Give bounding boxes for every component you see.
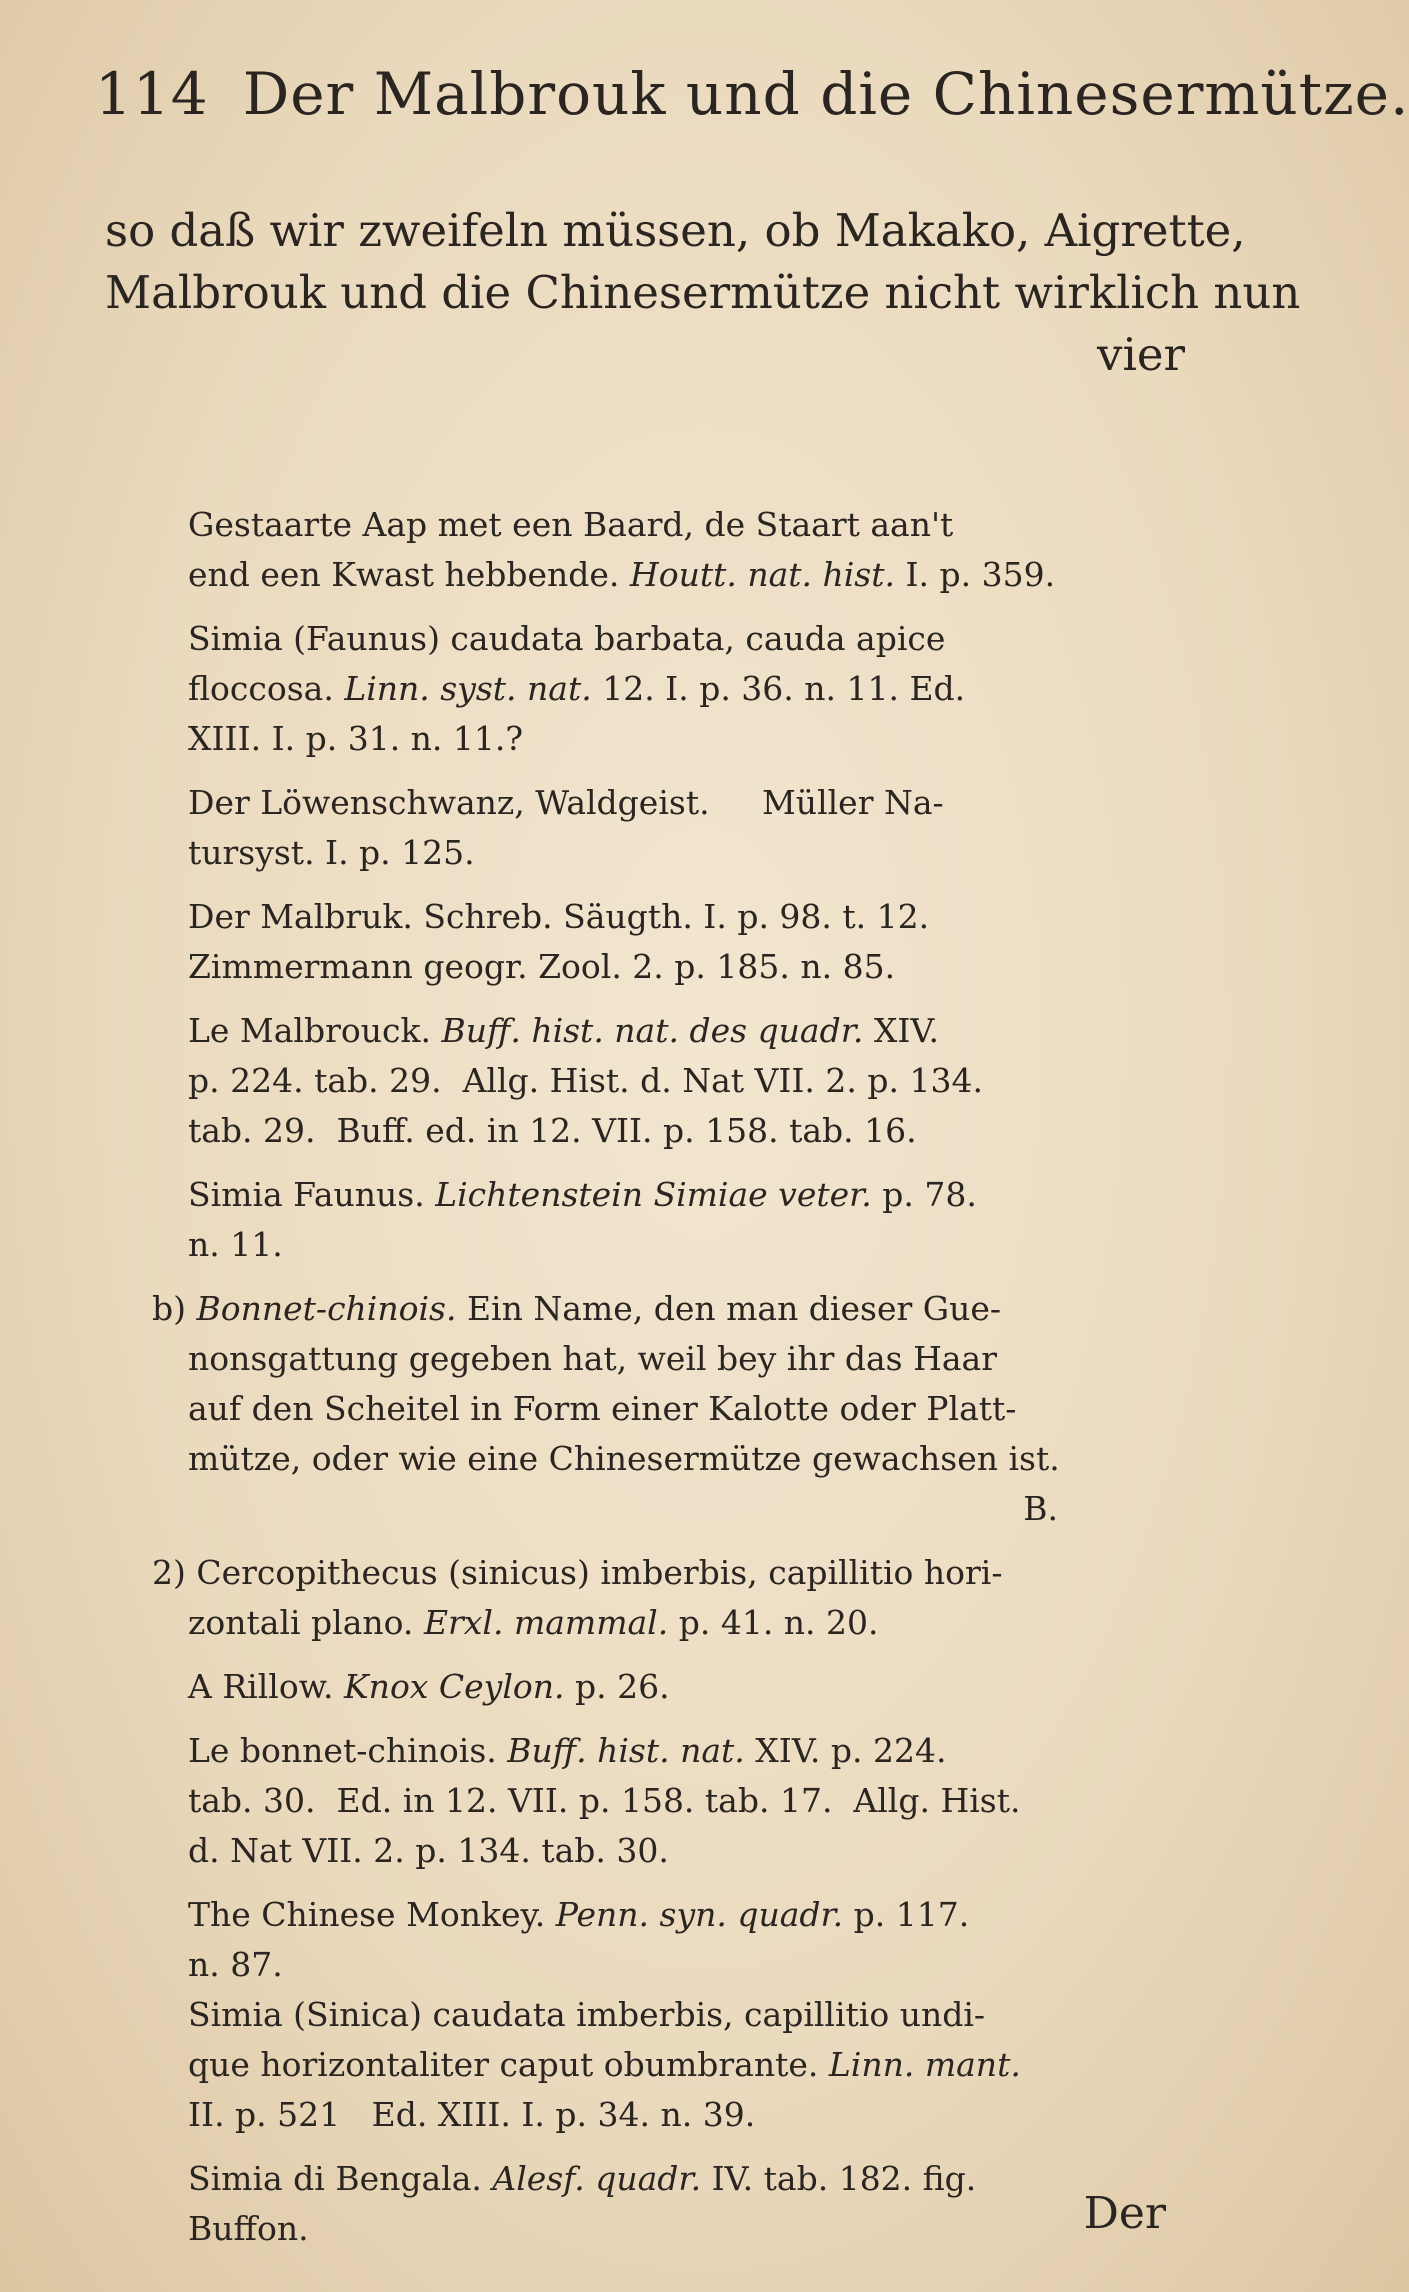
text: Le bonnet-chinois. — [188, 1731, 497, 1770]
body-line: Malbrouk und die Chinesermütze nicht wirklich nun — [105, 266, 1301, 319]
footnote-line: d. Nat VII. 2. p. 134. tab. 30. — [188, 1831, 669, 1870]
footnote-entry — [188, 1662, 1178, 1712]
footnote-line: p. 224. tab. 29. Allg. Hist. d. Nat VII. 2. p. 134. — [188, 1061, 983, 1100]
body-line: so daß wir zweifeln müssen, ob Makako, Aigrette, — [105, 204, 1246, 257]
footnote-entry — [188, 500, 1178, 600]
footnote-line: tursyst. I. p. 125. — [188, 833, 475, 872]
text: I. p. 359. — [905, 555, 1056, 594]
citation: Linn. mant. — [828, 2045, 1021, 2084]
text: p. 26. — [575, 1667, 670, 1706]
text: p. 41. n. 20. — [678, 1603, 879, 1642]
body-line: vier — [1097, 328, 1185, 381]
footnote-line: 2) Cercopithecus (sinicus) imberbis, capillitio hori- — [152, 1553, 1003, 1592]
footnotes — [152, 500, 1178, 2268]
text: end een Kwast hebbende. — [188, 555, 620, 594]
body-text — [105, 200, 1301, 386]
footnote-entry — [188, 778, 1178, 878]
text: floccosa. — [188, 669, 334, 708]
footnote-line — [188, 550, 1178, 600]
citation: Bonnet-chinois. — [196, 1289, 457, 1328]
text: The Chinese Monkey. — [188, 1895, 546, 1934]
citation: Knox Ceylon. — [344, 1667, 565, 1706]
running-title: Der Malbrouk und die Chinesermütze. — [242, 60, 1409, 128]
footnote-line: II. p. 521 Ed. XIII. I. p. 34. n. 39. — [188, 2095, 756, 2134]
text: p. 117. — [853, 1895, 970, 1934]
footnote-line — [188, 1006, 1178, 1056]
text: Le Malbrouck. — [188, 1011, 431, 1050]
footnote-line — [188, 2154, 1178, 2204]
citation: Linn. syst. nat. — [344, 669, 592, 708]
text: zontali plano. — [188, 1603, 414, 1642]
footnote-line: Buffon. — [188, 2209, 309, 2248]
footnote-line: Simia (Sinica) caudata imberbis, capillitio undi- — [188, 1995, 986, 2034]
running-header — [95, 60, 1409, 128]
footnote-line: tab. 30. Ed. in 12. VII. p. 158. tab. 17. Allg. Hist. — [188, 1781, 1021, 1820]
text: 12. I. p. 36. n. 11. Ed. — [602, 669, 966, 708]
footnote-entry — [188, 892, 1178, 992]
text: A Rillow. — [188, 1667, 334, 1706]
footnote-entry — [188, 1890, 1178, 2140]
footnote-line: nonsgattung gegeben hat, weil bey ihr das Haar — [188, 1339, 997, 1378]
footnote-line: n. 87. — [188, 1945, 283, 1984]
footnote-line: Simia (Faunus) caudata barbata, cauda apice — [188, 619, 946, 658]
footnote-signature: B. — [1023, 1489, 1058, 1528]
citation: Erxl. mammal. — [423, 1603, 669, 1642]
footnote-entry — [152, 1548, 1178, 1648]
footnote-entry — [188, 1006, 1178, 1156]
text: XIV. — [873, 1011, 939, 1050]
footnote-entry — [188, 1726, 1178, 1876]
text: Simia Faunus. — [188, 1175, 425, 1214]
text: Ein Name, den man dieser Gue- — [466, 1289, 1002, 1328]
text: IV. tab. 182. fig. — [711, 2159, 977, 2198]
page-number: 114 — [95, 60, 209, 128]
text: p. 78. — [882, 1175, 977, 1214]
footnote-line — [188, 1170, 1178, 1220]
citation: Alesf. quadr. — [492, 2159, 702, 2198]
footnote-line — [152, 1598, 1178, 1648]
citation: Buff. hist. nat. des quadr. — [441, 1011, 864, 1050]
footnote-entry — [188, 2154, 1178, 2254]
text: Simia di Bengala. — [188, 2159, 482, 2198]
footnote-line: Gestaarte Aap met een Baard, de Staart aan't — [188, 505, 954, 544]
footnote-line: Der Malbruk. Schreb. Säugth. I. p. 98. t. 12. — [188, 897, 930, 936]
citation: Buff. hist. nat. — [507, 1731, 745, 1770]
text: que horizontaliter caput obumbrante. — [188, 2045, 819, 2084]
footnote-line: auf den Scheitel in Form einer Kalotte oder Platt- — [188, 1389, 1017, 1428]
footnote-line: tab. 29. Buff. ed. in 12. VII. p. 158. tab. 16. — [188, 1111, 917, 1150]
footnote-line: XIII. I. p. 31. n. 11.? — [188, 719, 524, 758]
footnote-entry — [152, 1284, 1178, 1534]
citation: Houtt. nat. hist. — [629, 555, 895, 594]
footnote-line — [152, 1284, 1178, 1334]
citation: Lichtenstein Simiae veter. — [435, 1175, 872, 1214]
footnote-line: n. 11. — [188, 1225, 283, 1264]
footnote-entry — [188, 1170, 1178, 1270]
footnote-line — [188, 664, 1178, 714]
footnote-line — [188, 1662, 1178, 1712]
footnote-entry — [188, 614, 1178, 764]
footnote-line — [188, 1890, 1178, 1940]
footnote-line: mütze, oder wie eine Chinesermütze gewachsen ist. — [188, 1439, 1060, 1478]
footnote-line — [188, 2040, 1178, 2090]
citation: Penn. syn. quadr. — [555, 1895, 844, 1934]
text: XIV. p. 224. — [755, 1731, 947, 1770]
footnote-line: Der Löwenschwanz, Waldgeist. Müller Na- — [188, 783, 944, 822]
footnote-line — [188, 1726, 1178, 1776]
catchword: Der — [1083, 2188, 1166, 2239]
footnote-line: Zimmermann geogr. Zool. 2. p. 185. n. 85. — [188, 947, 896, 986]
footnote-marker: b) — [152, 1289, 186, 1328]
